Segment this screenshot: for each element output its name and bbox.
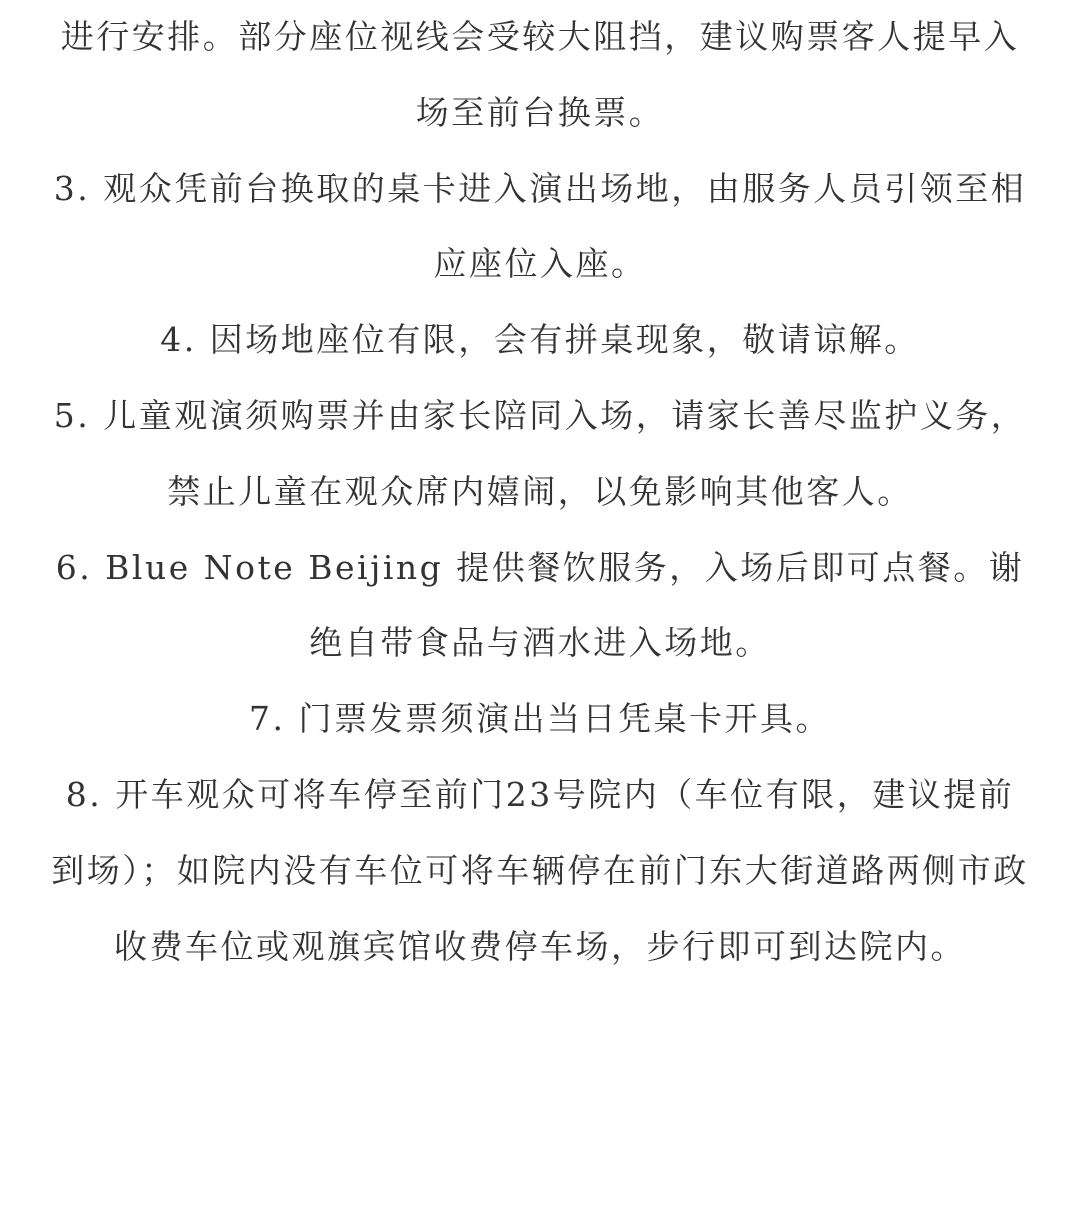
notice-article	[50, 0, 1030, 984]
notice-item-7: 7. 门票发票须演出当日凭桌卡开具。	[249, 699, 831, 739]
notice-item-6: 6. Blue Note Beijing 提供餐饮服务，入场后即可点餐。谢绝自带食品与酒水进入场地。	[55, 547, 1025, 663]
notice-item-4: 4. 因场地座位有限，会有拼桌现象，敬请谅解。	[160, 320, 920, 360]
notice-item-8: 8. 开车观众可将车停至前门23号院内（车位有限，建议提前到场）；如院内没有车位可将车辆停在前门东大街道路两侧市政收费车位或观旗宾馆收费停车场，步行即可到达院内。	[51, 774, 1029, 966]
notice-item-5: 5. 儿童观演须购票并由家长陪同入场，请家长善尽监护义务，禁止儿童在观众席内嬉闹，以免影响其他客人。	[53, 395, 1027, 511]
notice-item-3: 3. 观众凭前台换取的桌卡进入演出场地，由服务人员引领至相应座位入座。	[53, 168, 1027, 284]
notice-item-2-continuation: 进行安排。部分座位视线会受较大阻挡，建议购票客人提早入场至前台换票。	[60, 17, 1020, 132]
